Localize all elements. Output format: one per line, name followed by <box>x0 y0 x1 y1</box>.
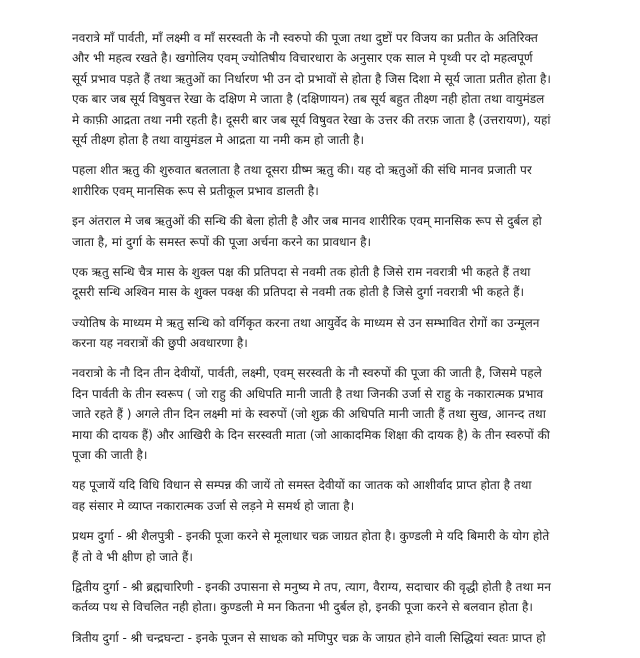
paragraph <box>72 577 632 618</box>
text-line: माया की दायक हैं) और आखिरी के दिन सरस्वती माता (जो आकादमिक शिक्षा की दायक है) के तीन स्वरुपों की <box>72 427 550 442</box>
text-line: सूर्य प्रभाव पड़ते हैं तथा ऋतुओं का निर्धारण भी उन दो प्रभावों से होता है जिस दिशा मे सूर्य जाता प्रतीत होता है। <box>72 71 551 86</box>
paragraph <box>72 475 632 516</box>
text-line: कर्तव्य पथ से विचलित नही होता। कुण्डली मे मन कितना भी दुर्बल हो, इनकी पूजा करने से बलवान होता है। <box>72 600 533 615</box>
text-line: दिन पार्वती के तीन स्वरूप ( जो राहु की अधिपति मानी जाती है तथा जिनकी उर्जा से राहु के नकारात्मक प्रभाव <box>72 386 544 401</box>
text-line: इन अंतराल मे जब ऋतुओं की सन्धि की बेला होती है और जब मानव शारीरिक एवम् मानसिक रूप से दुर्बल हो <box>72 214 542 229</box>
paragraph <box>72 28 632 150</box>
paragraph <box>72 160 632 201</box>
text-line: दूसरी सन्धि अश्विन मास के शुक्ल पक्क्ष की प्रतिपदा से नवमी तक होती है जिसे दुर्गा नवरात्री भी कहते हैं। <box>72 285 525 300</box>
text-line: एक बार जब सूर्य विषुवत्त रेखा के दक्षिण मे जाता है (दक्षिणायन) तब सूर्य बहुत तीक्ष्ण नही होता तथा वायुमंडल <box>72 92 545 107</box>
text-line: प्रथम दुर्गा - श्री शैलपुत्री - इनकी पूजा करने से मूलाधार चक्र जाग्रत होता है। कुण्डली मे यदि बिमारी के योग होते <box>72 529 550 544</box>
text-line: एक ऋतु सन्धि चैत्र मास के शुक्ल पक्ष की प्रतिपदा से नवमी तक होती है जिसे राम नवरात्री भी कहते हैं तथा <box>72 264 531 279</box>
text-line: पहला शीत ऋतु की शुरुवात बतलाता है तथा दूसरा ग्रीष्म ऋतु की। यह दो ऋतुओं की संधि मानव प्रजाती पर <box>72 163 532 178</box>
text-line: द्वितीय दुर्गा - श्री ब्रह्मचारिणी - इनकी उपासना से मनुष्य मे तप, त्याग, वैराग्य, सदाचार की वृद्धी होती है तथा मन <box>72 579 551 594</box>
text-line: और भी महत्व रखते है। खगोलिय एवम् ज्योतिषीय विचारधारा के अनुसार एक साल मे पृथ्वी पर दो महत्वपूर्ण <box>72 51 533 66</box>
paragraph <box>72 211 632 252</box>
text-line: नवरात्रे माँ पार्वती, माँ लक्ष्मी व माँ सरस्वती के नौ स्वरुपो की पूजा तथा दुष्टों पर विजय का प्रतीत के अतिरिक्त <box>72 31 538 45</box>
text-line: जाता है, मां दुर्गा के समस्त रूपों की पूजा अर्चना करने का प्रावधान है। <box>72 234 372 249</box>
paragraph <box>72 262 632 303</box>
text-line: नवरात्रो के नौ दिन तीन देवीयों, पार्वती, लक्ष्मी, एवम् सरस्वती के नौ स्वरुपों की पूजा की जाती है, जिसमे पहले <box>72 366 542 381</box>
paragraph <box>72 628 632 648</box>
text-line: शारीरिक एवम् मानसिक रूप से प्रतीकूल प्रभाव डालती है। <box>72 183 319 198</box>
text-line: त्रितीय दुर्गा - श्री चन्द्रघन्टा - इनके पूजन से साधक को मणिपुर चक्र के जाग्रत होने वाली सिद्धियां स्वतः प्राप्त हो <box>72 630 546 645</box>
text-line: सूर्य तीक्ष्ण होता है तथा वायुमंडल मे आद्रता या नमी कम हो जाती है। <box>72 132 365 147</box>
paragraph <box>72 313 632 354</box>
paragraph <box>72 363 632 465</box>
text-line: वह संसार मे व्याप्त नकारात्मक उर्जा से लड़ने मे समर्थ हो जाता है। <box>72 498 355 513</box>
text-line: यह पूजायें यदि विधि विधान से सम्पन्न की जायें तो समस्त देवीयों का जातक को आशीर्वाद प्राप्त होता है तथा <box>72 478 532 493</box>
text-line: ज्योतिष के माध्यम मे ऋतु सन्धि को वर्गिकृत करना तथा आयुर्वेद के माध्यम से उन सम्भावित रोगों का उन्मूलन <box>72 315 540 330</box>
text-line: करना यह नवरात्रों की छुपी अवधारणा है। <box>72 336 248 351</box>
paragraph <box>72 526 632 567</box>
text-line: पूजा की जाती है। <box>72 448 148 463</box>
text-line: हैं तो वे भी क्षीण हो जाते हैं। <box>72 549 193 564</box>
text-line: जाते रहते हैं ) अगले तीन दिन लक्ष्मी मां के स्वरुपों (जो शुक्र की अधिपति मानी जाती हैं तथा सुख, आनन्द तथा <box>72 407 546 422</box>
document-page <box>72 28 632 658</box>
text-line: मे काफ़ी आद्रता तथा नमी रहती है। दूसरी बार जब सूर्य विषुवत रेखा के उत्तर की तरफ़ जाता है (उत्तरायण), यहां <box>72 112 551 127</box>
